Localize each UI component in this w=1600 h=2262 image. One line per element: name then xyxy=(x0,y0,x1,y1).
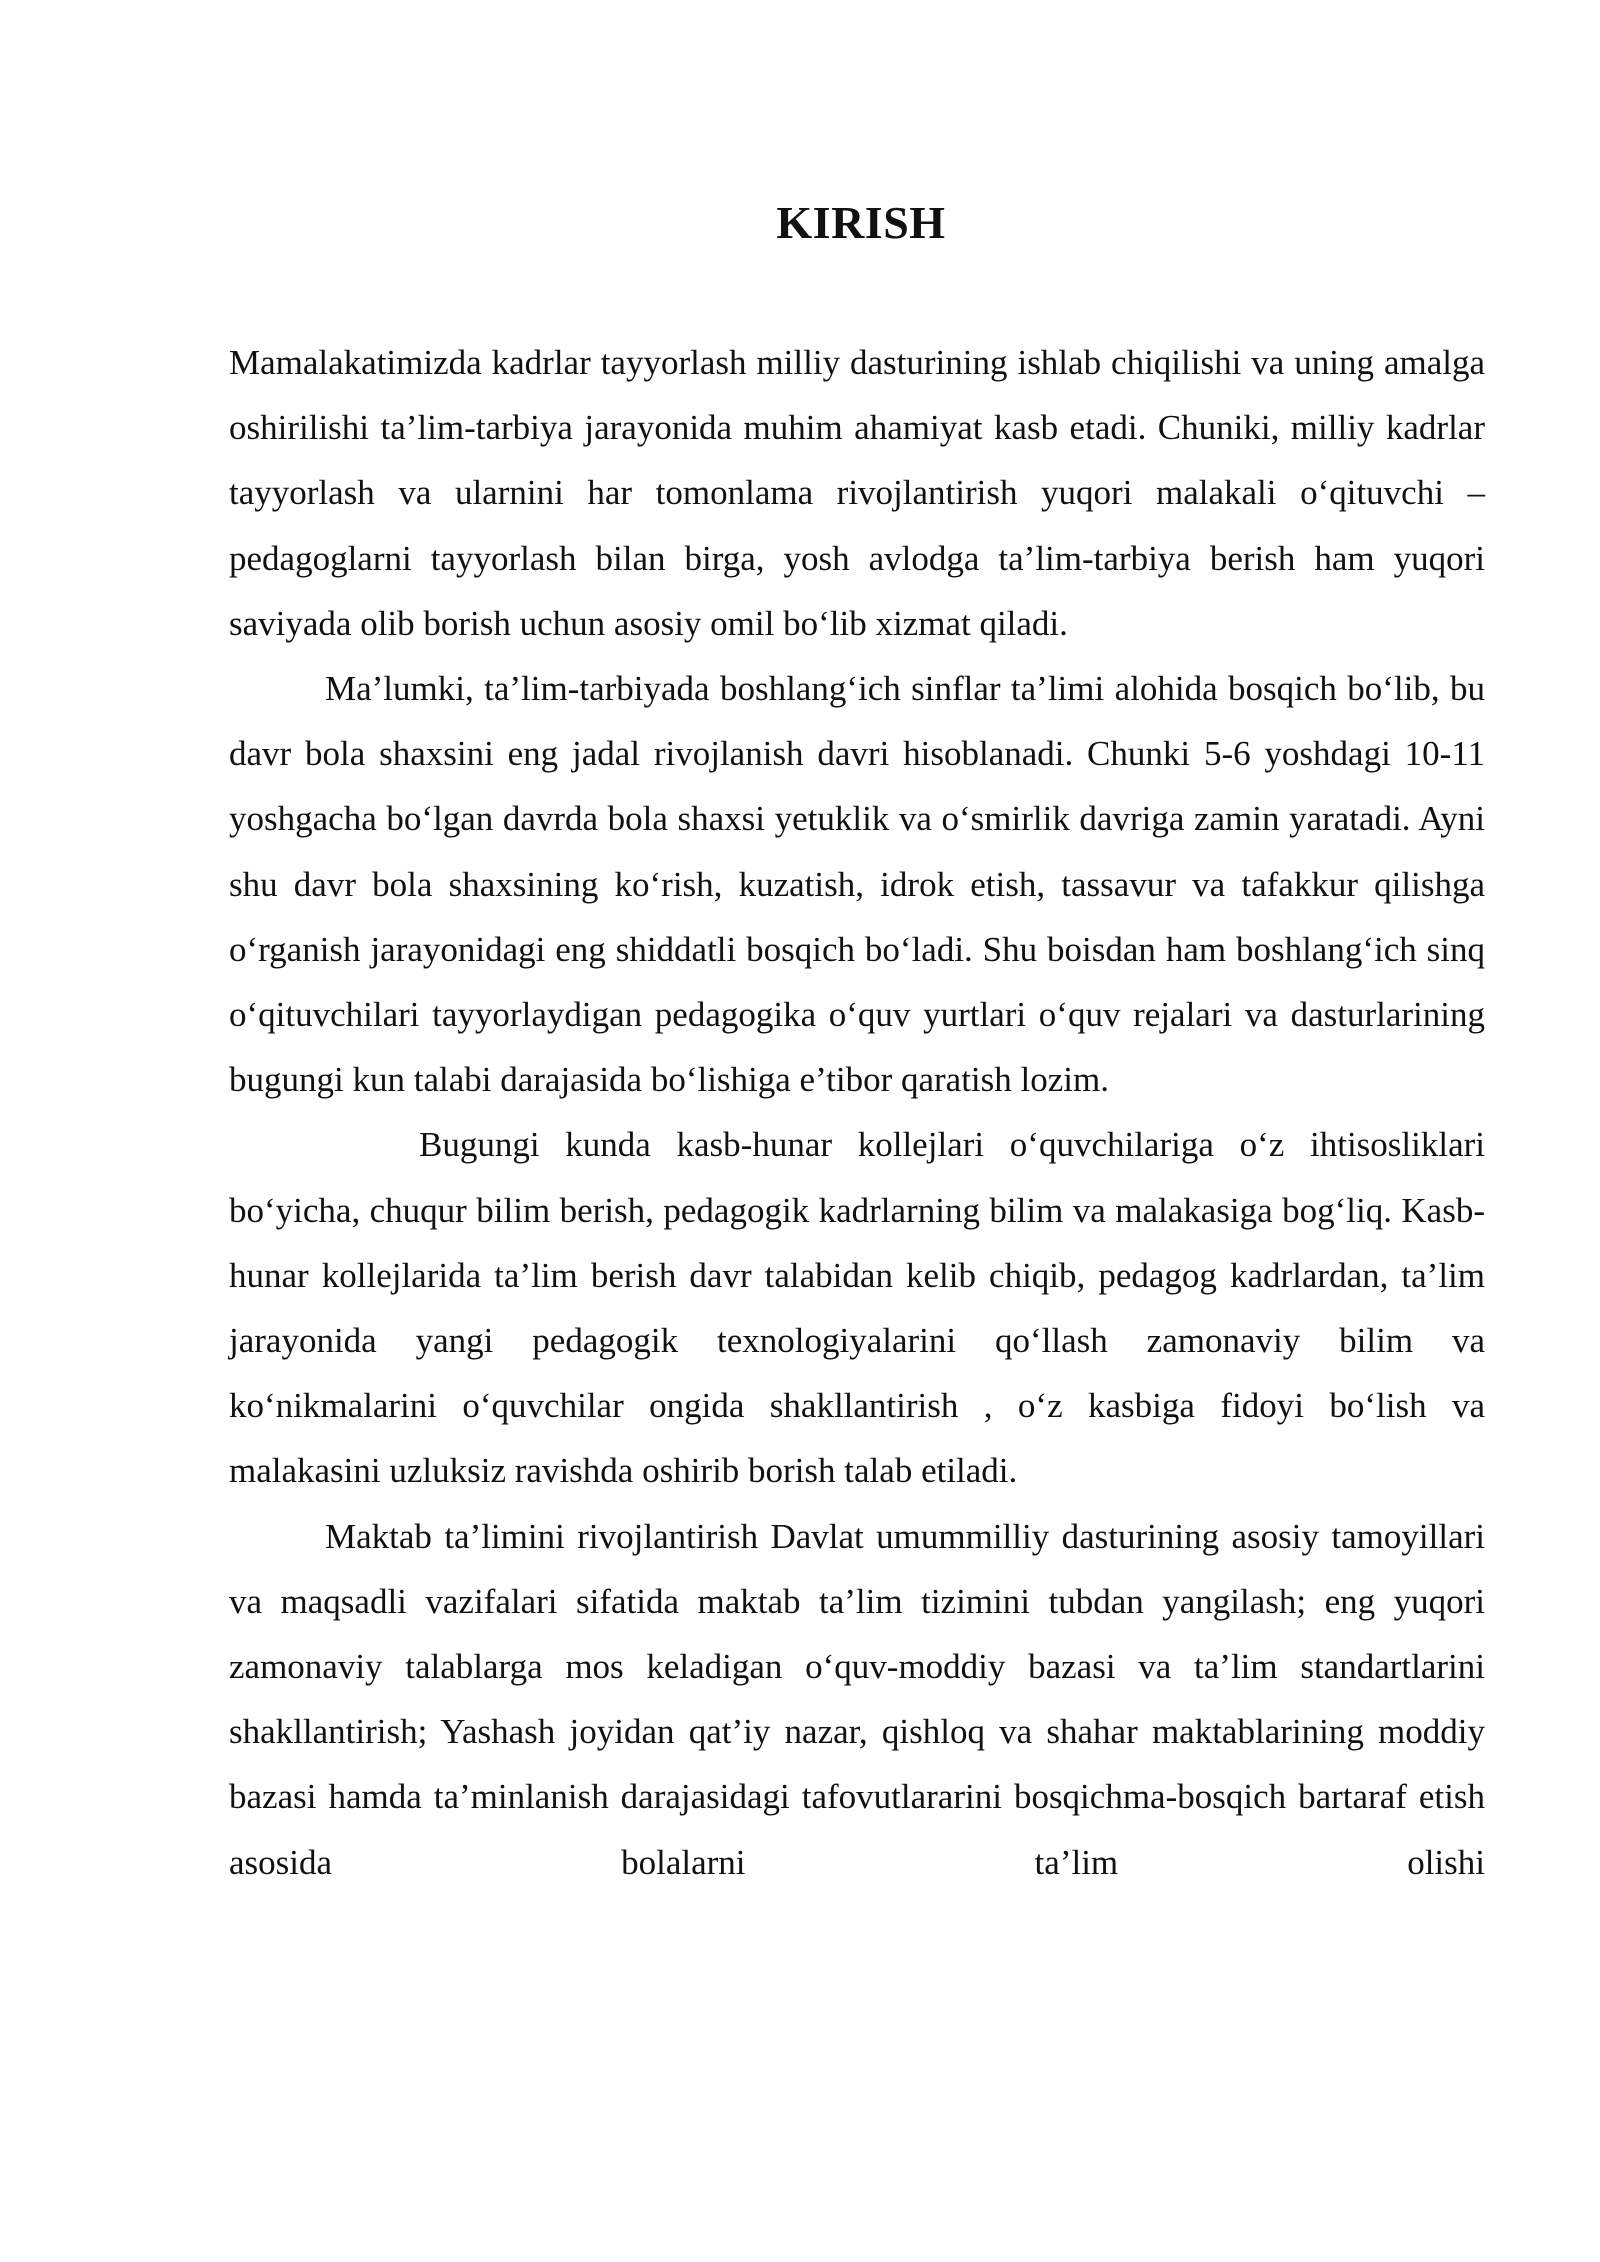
document-body xyxy=(229,330,1485,1895)
paragraph-vocational-colleges: Bugungi kunda kasb-hunar kollejlari o‘quvchilariga o‘z ihtisosliklari bo‘yicha, chuqur bilim berish, pedagogik kadrlarning bilim va malakasiga bog‘liq. Kasb-hunar kollejlarida ta’lim berish davr talabidan kelib chiqib, pedagog kadrlardan, ta’lim jarayonida yangi pedagogik texnologiyalarini qo‘llash zamonaviy bilim va ko‘nikmalarini o‘quvchilar ongida shakllantirish , o‘z kasbiga fidoyi bo‘lish va malakasini uzluksiz ravishda oshirib borish talab etiladi. xyxy=(229,1125,1485,1491)
paragraph-intro: Mamalakatimizda kadrlar tayyorlash milliy dasturining ishlab chiqilishi va uning amalga oshirilishi ta’lim-tarbiya jarayonida muhim ahamiyat kasb etadi. Chuniki, milliy kadrlar tayyorlash va ularnini har tomonlama rivojlantirish yuqori malakali o‘qituvchi –pedagoglarni tayyorlash bilan birga, yosh avlodga ta’lim-tarbiya berish ham yuqori saviyada olib borish uchun asosiy omil bo‘lib xizmat qiladi. xyxy=(229,343,1485,643)
page-title: KIRISH xyxy=(776,197,946,248)
paragraph-primary-education: Ma’lumki, ta’lim-tarbiyada boshlang‘ich sinflar ta’limi alohida bosqich bo‘lib, bu davr bola shaxsini eng jadal rivojlanish davri hisoblanadi. Chunki 5-6 yoshdagi 10-11 yoshgacha bo‘lgan davrda bola shaxsi yetuklik va o‘smirlik davriga zamin yaratadi. Ayni shu davr bola shaxsining ko‘rish, kuzatish, idrok etish, tassavur va tafakkur qilishga o‘rganish jarayonidagi eng shiddatli bosqich bo‘ladi. Shu boisdan ham boshlang‘ich sinq o‘qituvchilari tayyorlaydigan pedagogika o‘quv yurtlari o‘quv rejalari va dasturlarining bugungi kun talabi darajasida bo‘lishiga e’tibor qaratish lozim. xyxy=(229,669,1485,1100)
paragraph-school-program: Maktab ta’limini rivojlantirish Davlat umummilliy dasturining asosiy tamoyillari va maqsadli vazifalari sifatida maktab ta’lim tizimini tubdan yangilash; eng yuqori zamonaviy talablarga mos keladigan o‘quv-moddiy bazasi va ta’lim standartlarini shakllantirish; Yashash joyidan qat’iy nazar, qishloq va shahar maktablarining moddiy bazasi hamda ta’minlanish darajasidagi tafovutlararini bosqichma-bosqich bartaraf etish asosida bolalarni ta’lim olishi xyxy=(229,1516,1485,1882)
